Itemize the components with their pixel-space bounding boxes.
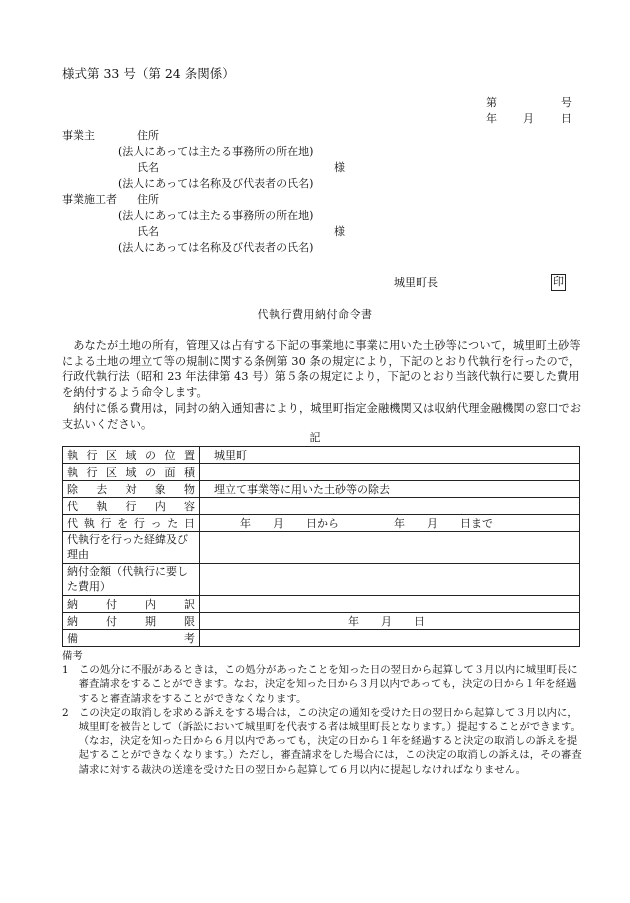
contractor-label: 事業施工者 [62,193,117,206]
owner-name-note: (法人にあっては名称及び代表者の氏名) [118,177,314,190]
contractor-address-note: (法人にあっては主たる事務所の所在地) [118,209,314,222]
body-paragraph-2: 納付に係る費用は，同封の納入通知書により，城里町指定金融機関又は収納代理金融機関の窓口でお支払いください。 [62,402,582,431]
note-number-1: 1 [62,664,69,677]
table-row [63,630,580,647]
notes-section [62,649,582,777]
location-label: 執行区域の位置 [63,447,200,464]
area-label: 執行区域の面積 [63,464,200,481]
date-day: 日 [561,112,572,125]
table-row [63,481,580,498]
contractor-address-label: 住所 [137,193,159,206]
table-row [63,464,580,481]
table-row [63,447,580,464]
date-value: 年 月 日から 年 月 日まで [200,515,580,532]
reason-label: 代執行を行った経緯及び理由 [63,532,200,564]
document-title: 代執行費用納付命令書 [257,308,373,321]
details-table [62,446,580,647]
contractor-name-note: (法人にあっては名称及び代表者の氏名) [118,241,314,254]
owner-address-label: 住所 [137,129,159,142]
deadline-value: 年 月 日 [200,613,580,630]
note-item-2 [62,706,582,777]
amount-label: 納付金額（代執行に要した費用） [63,564,200,596]
table-row [63,498,580,515]
notes-heading: 備考 [62,650,83,662]
doc-number-prefix: 第 [486,96,497,109]
issuer-title: 城里町長 [394,276,438,289]
reason-value [200,532,580,564]
owner-honorific: 様 [334,161,345,174]
contractor-name-label: 氏名 [137,225,159,238]
table-row [63,613,580,630]
table-row [63,515,580,532]
form-number: 様式第 33 号（第 24 条関係） [62,66,235,81]
breakdown-value [200,596,580,613]
area-value [200,464,580,481]
owner-name-label: 氏名 [137,161,159,174]
doc-number-suffix: 号 [561,96,572,109]
date-year: 年 [486,112,497,125]
breakdown-label: 納付内訳 [63,596,200,613]
note-text-1: この処分に不服があるときは，この処分があったことを知った日の翌日から起算して３月以内に城里町長に審査請求をすることができます。なお，決定を知った日から３月以内であっても，決定の日から１年を経過すると審査請求をすることができなくなります。 [78,664,578,705]
owner-address-note: (法人にあっては主たる事務所の所在地) [118,145,314,158]
table-row [63,564,580,596]
note-number-2: 2 [62,706,69,719]
content-value [200,498,580,515]
date-label: 代執行を行った日 [63,515,200,532]
removal-value: 埋立て事業等に用いた土砂等の除去 [200,481,580,498]
deadline-label: 納付期限 [63,613,200,630]
location-value: 城里町 [200,447,580,464]
contractor-honorific: 様 [334,225,345,238]
note-text-2: この決定の取消しを求める訴えをする場合は，この決定の通知を受けた日の翌日から起算して３月以内に，城里町を被告として（訴訟において城里町を代表する者は城里町長となります。）提起することができます。（なお，決定を知った日から６月以内であっても，決定の日から１年を経過すると決定の取消しの訴えを提起することができなくなります。）ただし，審査請求をした場合には，この決定の取消しの訴えは，その審査請求に対する裁決の送達を受けた日の翌日から起算して６月以内に提起しなければなりません。 [78,706,582,776]
body-paragraph-1: あなたが土地の所有，管理又は占有する下記の事業地に事業に用いた土砂等について，城里町土砂等による土地の埋立て等の規制に関する条例第 30 条の規定により，下記のとおり代執行を行ったので，行政代執行法（昭和 23 年法律第 43 号）第５条の規定により，下記のとおり当該代執行に要した費用を納付するよう命令します。 [62,339,581,399]
note-item-1 [62,663,582,706]
table-row [63,532,580,564]
date-month: 月 [523,112,534,125]
table-row [63,596,580,613]
ki-heading: 記 [309,431,321,444]
content-label: 代執行内容 [63,498,200,515]
removal-label: 除去対象物 [63,481,200,498]
owner-label: 事業主 [62,129,95,142]
remarks-label: 備考 [63,630,200,647]
amount-value [200,564,580,596]
seal-mark: 印 [551,274,566,291]
remarks-value [200,630,580,647]
